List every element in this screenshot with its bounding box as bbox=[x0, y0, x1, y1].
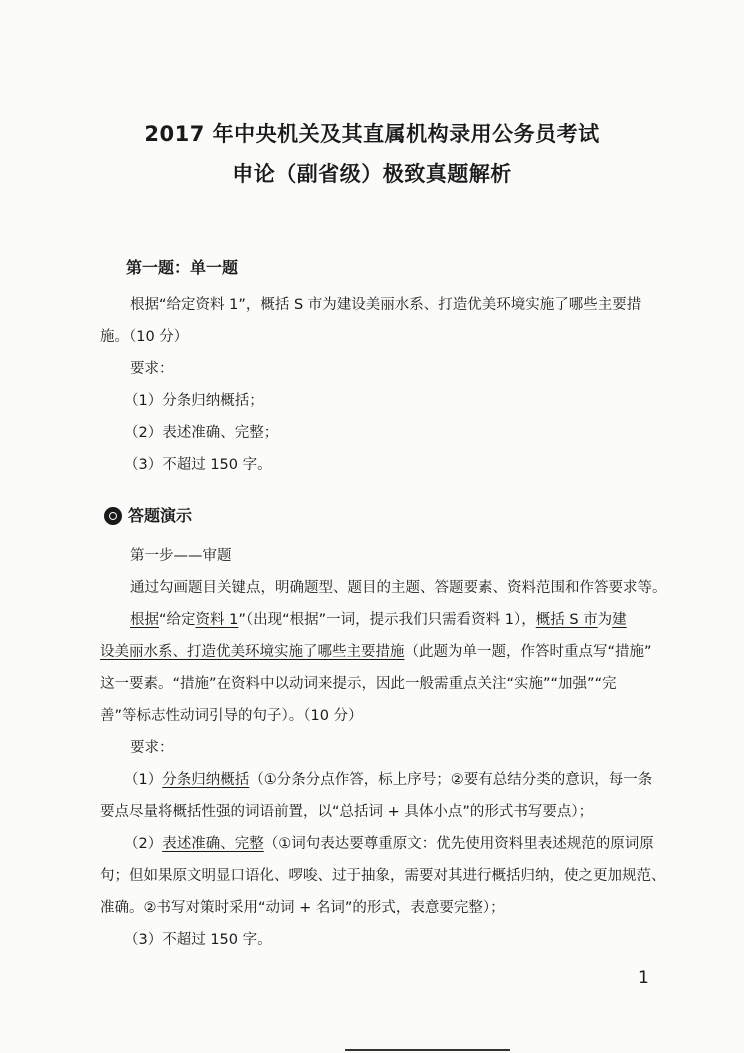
requirement-1-line-2: 要点尽量将概括性强的词语前置，以“总括词 + 具体小点”的形式书写要点）； bbox=[100, 804, 594, 820]
text-given: “给定 bbox=[159, 612, 196, 628]
requirement-2-line-2: 句；但如果原文明显口语化、啰唆、过于抽象，需要对其进行概括归纳，使之更加规范、 bbox=[100, 868, 666, 884]
text-note: ”（出现“根据”一词，提示我们只需看资料 1）， bbox=[238, 612, 536, 628]
bottom-rule bbox=[345, 1049, 510, 1051]
question-requirements-label: 要求： bbox=[130, 361, 174, 377]
keyword-material-1: 资料 1 bbox=[195, 612, 239, 628]
analysis-paragraph-line-3: 这一要素。“措施”在资料中以动词来提示，因此一般需重点关注“实施”“加强”“完 bbox=[100, 676, 617, 692]
answer-requirements-label: 要求： bbox=[130, 740, 174, 756]
requirement-2-line-3: 准确。②书写对策时采用“动词 + 名词”的形式，表意要完整）； bbox=[100, 900, 505, 916]
req-2-keyword: 表述准确、完整 bbox=[162, 836, 264, 852]
analysis-paragraph-line-2 bbox=[100, 642, 652, 662]
keyword-according: 根据 bbox=[130, 612, 159, 628]
req-2-rest: （①词句表达要尊重原文：优先使用资料里表述规范的原词原 bbox=[263, 836, 654, 852]
keyword-summarize-s-city: 概括 S 市 bbox=[535, 612, 598, 628]
analysis-paragraph-line-4: 善”等标志性动词引导的句子）。（10 分） bbox=[100, 708, 363, 724]
disc-icon bbox=[104, 507, 122, 525]
analysis-paragraph-line-1 bbox=[130, 610, 627, 630]
req-1-prefix: （1） bbox=[124, 772, 163, 788]
keyword-measures-phrase: 设美丽水系、打造优美环境实施了哪些主要措施 bbox=[100, 644, 405, 660]
question-prompt-line-1: 根据“给定资料 1”，概括 S 市为建设美丽水系、打造优美环境实施了哪些主要措 bbox=[130, 297, 642, 313]
question-prompt-line-2: 施。（10 分） bbox=[100, 329, 189, 345]
text-note-2: （此题为单一题，作答时重点写“措施” bbox=[404, 644, 652, 660]
question-requirement-3: （3）不超过 150 字。 bbox=[124, 457, 272, 473]
answer-intro: 通过勾画题目关键点，明确题型、题目的主题、答题要素、资料范围和作答要求等。 bbox=[130, 580, 667, 596]
question-requirement-2: （2）表述准确、完整； bbox=[124, 425, 279, 441]
text-for: 为 bbox=[597, 612, 613, 628]
answer-heading: 答题演示 bbox=[128, 506, 193, 525]
requirement-2-line-1 bbox=[124, 834, 654, 854]
page-title-line-2: 申论（副省级）极致真题解析 bbox=[232, 162, 512, 186]
requirement-1-line-1 bbox=[124, 770, 652, 790]
keyword-build: 建 bbox=[612, 612, 627, 628]
req-1-rest: （①分条分点作答，标上序号；②要有总结分类的意识，每一条 bbox=[249, 772, 653, 788]
page-title-line-1: 2017 年中央机关及其直属机构录用公务员考试 bbox=[144, 122, 600, 146]
req-2-prefix: （2） bbox=[124, 836, 163, 852]
page-number: 1 bbox=[638, 968, 649, 988]
step-1-label: 第一步——审题 bbox=[130, 548, 232, 564]
question-heading: 第一题：单一题 bbox=[126, 258, 239, 277]
req-1-keyword: 分条归纳概括 bbox=[162, 772, 250, 788]
question-requirement-1: （1）分条归纳概括； bbox=[124, 393, 264, 409]
requirement-3: （3）不超过 150 字。 bbox=[124, 932, 272, 948]
